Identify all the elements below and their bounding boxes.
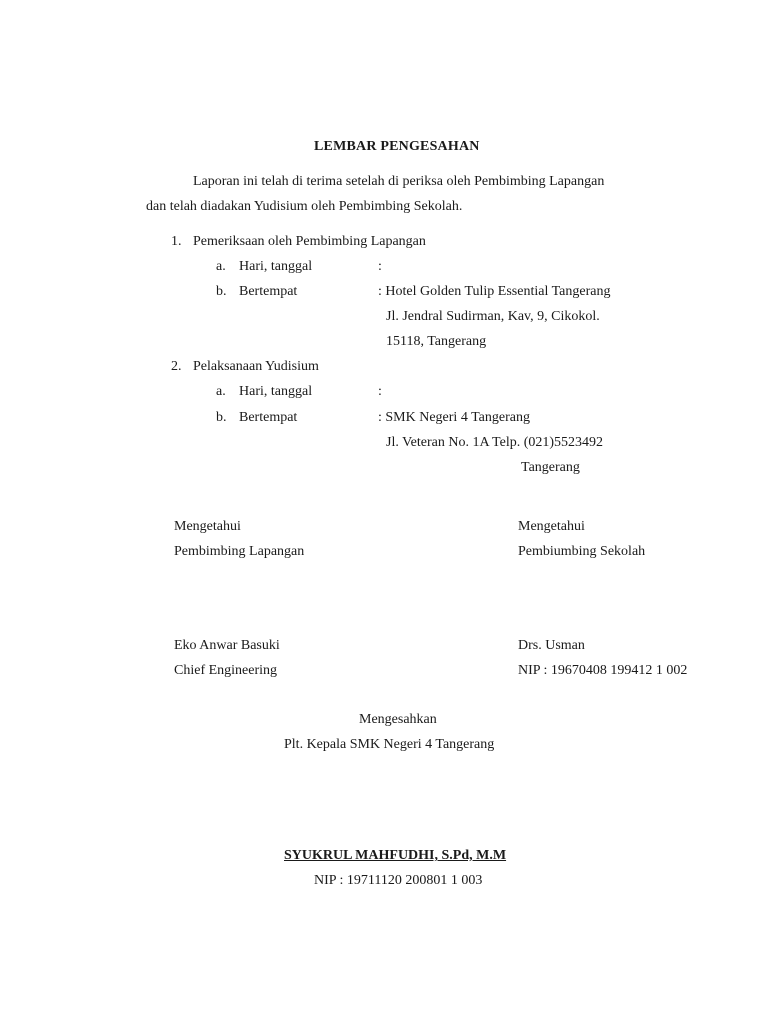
section1-b-address-1: Jl. Jendral Sudirman, Kav, 9, Cikokol. bbox=[386, 309, 600, 324]
section1-b-value: : Hotel Golden Tulip Essential Tangerang bbox=[378, 284, 611, 299]
right-sign-role-2: Pembiumbing Sekolah bbox=[518, 544, 646, 559]
section2-number: 2. bbox=[171, 359, 182, 374]
intro-line-1: Laporan ini telah di terima setelah di periksa oleh Pembimbing Lapangan bbox=[193, 174, 605, 189]
section2-b-value: : SMK Negeri 4 Tangerang bbox=[378, 410, 530, 425]
section2-heading: Pelaksanaan Yudisium bbox=[193, 359, 319, 374]
section1-a-value: : bbox=[378, 259, 382, 274]
section2-b-address-2: Tangerang bbox=[521, 460, 580, 475]
section1-b-label: Bertempat bbox=[239, 284, 298, 299]
section1-heading: Pemeriksaan oleh Pembimbing Lapangan bbox=[193, 234, 426, 249]
section1-a-letter: a. bbox=[216, 259, 226, 274]
right-sign-name: Drs. Usman bbox=[518, 638, 585, 653]
approval-label: Mengesahkan bbox=[359, 712, 437, 727]
section1-b-letter: b. bbox=[216, 284, 227, 299]
right-sign-nip: NIP : 19670408 199412 1 002 bbox=[518, 663, 688, 678]
approval-name: SYUKRUL MAHFUDHI, S.Pd, M.M bbox=[284, 848, 507, 863]
approval-nip: NIP : 19711120 200801 1 003 bbox=[314, 873, 483, 888]
section1-b-address-2: 15118, Tangerang bbox=[386, 334, 487, 349]
left-sign-name: Eko Anwar Basuki bbox=[174, 638, 280, 653]
section2-b-label: Bertempat bbox=[239, 410, 298, 425]
approval-position: Plt. Kepala SMK Negeri 4 Tangerang bbox=[284, 737, 495, 752]
left-sign-title: Chief Engineering bbox=[174, 663, 278, 678]
intro-line-2: dan telah diadakan Yudisium oleh Pembimbing Sekolah. bbox=[146, 199, 463, 214]
section1-number: 1. bbox=[171, 234, 182, 249]
left-sign-role-1: Mengetahui bbox=[174, 519, 241, 534]
section2-a-letter: a. bbox=[216, 384, 226, 399]
section2-b-letter: b. bbox=[216, 410, 227, 425]
left-sign-role-2: Pembimbing Lapangan bbox=[174, 544, 305, 559]
page-title: LEMBAR PENGESAHAN bbox=[314, 139, 480, 154]
section2-a-value: : bbox=[378, 384, 382, 399]
section2-a-label: Hari, tanggal bbox=[239, 384, 313, 399]
section1-a-label: Hari, tanggal bbox=[239, 259, 313, 274]
right-sign-role-1: Mengetahui bbox=[518, 519, 585, 534]
section2-b-address-1: Jl. Veteran No. 1A Telp. (021)5523492 bbox=[386, 435, 604, 450]
